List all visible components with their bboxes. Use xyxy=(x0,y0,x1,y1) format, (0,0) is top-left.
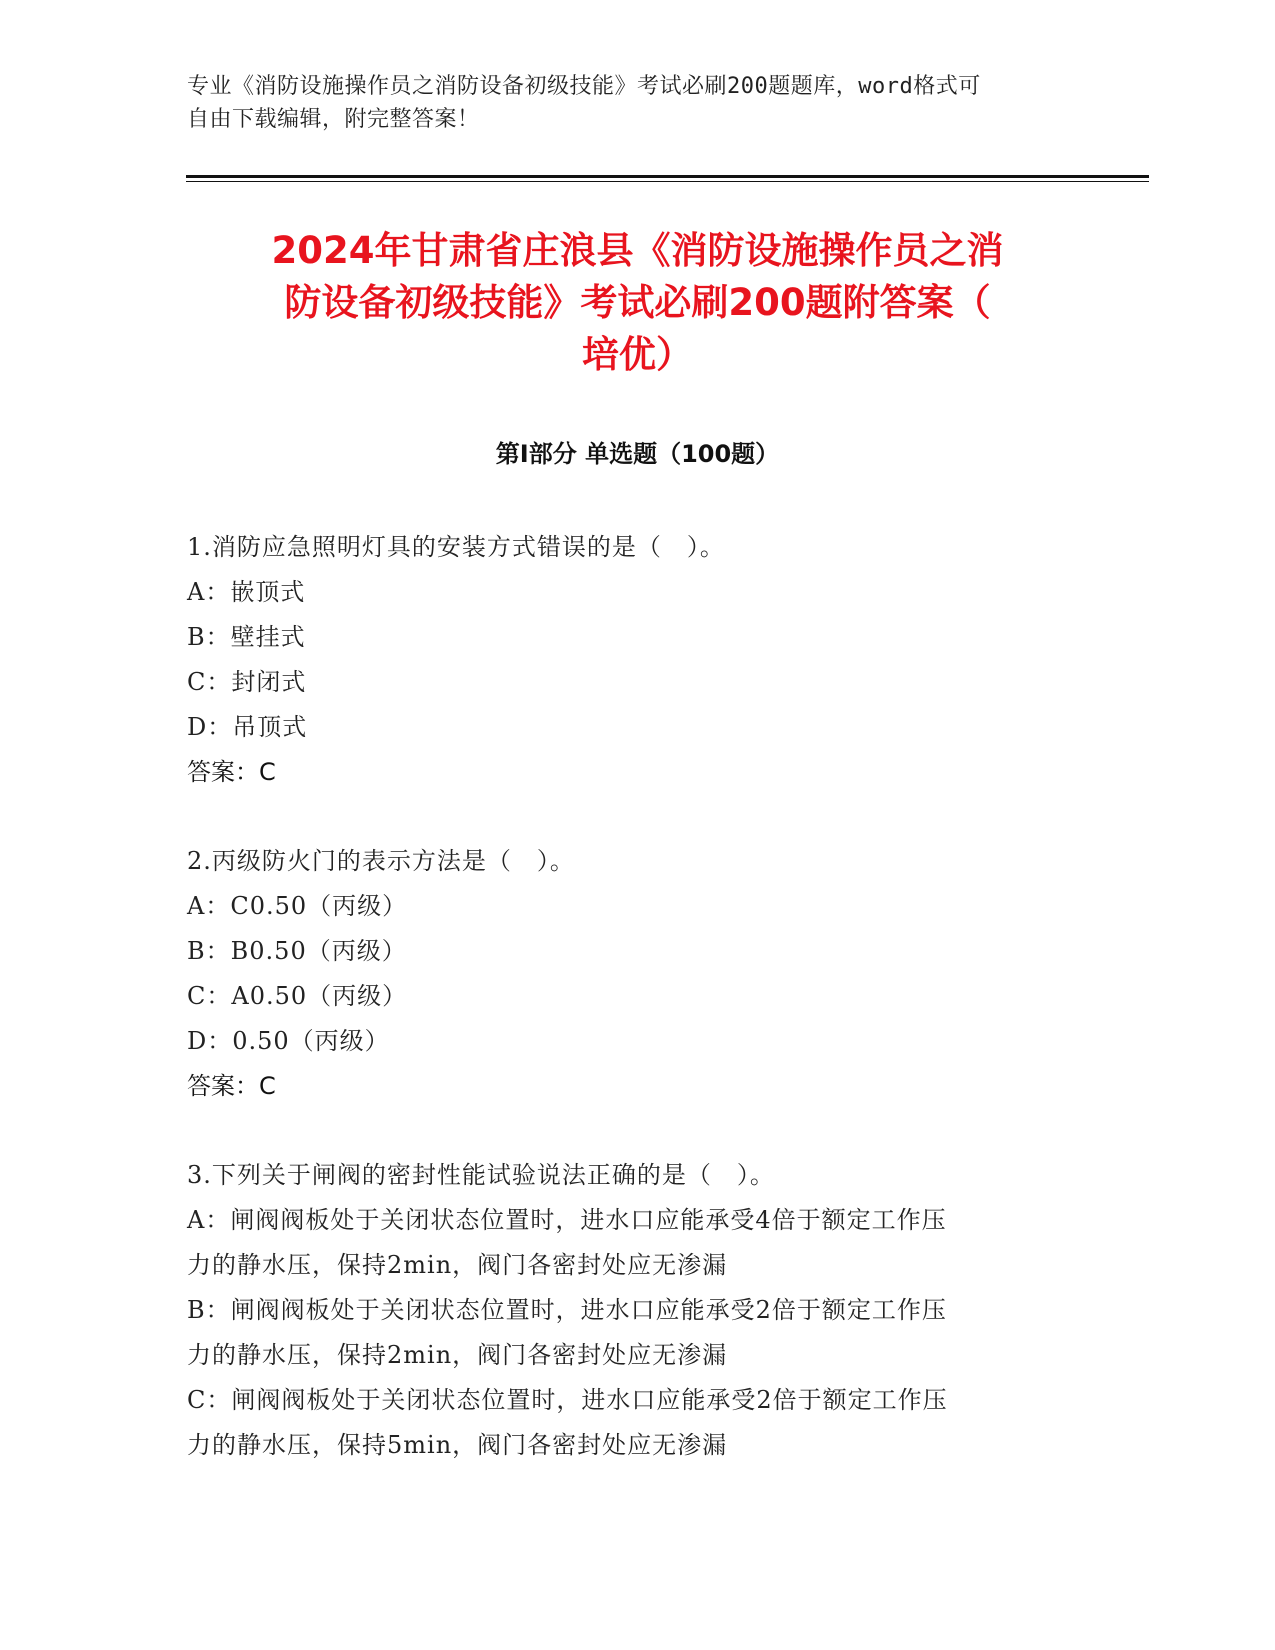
title-line: 培优） xyxy=(582,333,693,376)
option-c: C：闸阀阀板处于关闭状态位置时，进水口应能承受2倍于额定工作压 xyxy=(187,1386,948,1414)
section-heading: 第Ⅰ部分 单选题（100题） xyxy=(495,440,780,468)
option-b-continued: 力的静水压，保持2min，阀门各密封处应无渗漏 xyxy=(187,1341,728,1369)
header-note xyxy=(187,70,1087,136)
question-stem: 2.丙级防火门的表示方法是（ ）。 xyxy=(187,847,575,875)
answer-line: 答案：C xyxy=(187,758,276,786)
document-title xyxy=(150,225,1125,381)
question-3 xyxy=(187,1153,1067,1468)
option-b: B：闸阀阀板处于关闭状态位置时，进水口应能承受2倍于额定工作压 xyxy=(187,1296,947,1324)
question-2 xyxy=(187,839,1067,1109)
title-line: 防设备初级技能》考试必刷200题附答案（ xyxy=(284,281,991,324)
option-c: C：A0.50（丙级） xyxy=(187,982,408,1010)
option-b: B：壁挂式 xyxy=(187,623,306,651)
answer-line: 答案：C xyxy=(187,1072,276,1100)
option-a-continued: 力的静水压，保持2min，阀门各密封处应无渗漏 xyxy=(187,1251,728,1279)
question-stem: 1.消防应急照明灯具的安装方式错误的是（ ）。 xyxy=(187,533,725,561)
header-divider-thin xyxy=(186,181,1149,182)
header-note-line: 专业《消防设施操作员之消防设备初级技能》考试必刷200题题库，word格式可 xyxy=(187,74,981,99)
title-line: 2024年甘肃省庄浪县《消防设施操作员之消 xyxy=(271,229,1004,272)
option-a: A：C0.50（丙级） xyxy=(187,892,408,920)
question-list xyxy=(187,525,1067,1512)
question-1 xyxy=(187,525,1067,795)
option-b: B：B0.50（丙级） xyxy=(187,937,407,965)
option-a: A：闸阀阀板处于关闭状态位置时，进水口应能承受4倍于额定工作压 xyxy=(187,1206,947,1234)
option-d: D：0.50（丙级） xyxy=(187,1027,390,1055)
option-c: C：封闭式 xyxy=(187,668,307,696)
question-stem: 3.下列关于闸阀的密封性能试验说法正确的是（ ）。 xyxy=(187,1161,775,1189)
option-d: D：吊顶式 xyxy=(187,713,308,741)
header-note-line: 自由下载编辑，附完整答案！ xyxy=(187,107,480,132)
header-divider-thick xyxy=(186,175,1149,178)
option-c-continued: 力的静水压，保持5min，阀门各密封处应无渗漏 xyxy=(187,1431,728,1459)
option-a: A：嵌顶式 xyxy=(187,578,306,606)
